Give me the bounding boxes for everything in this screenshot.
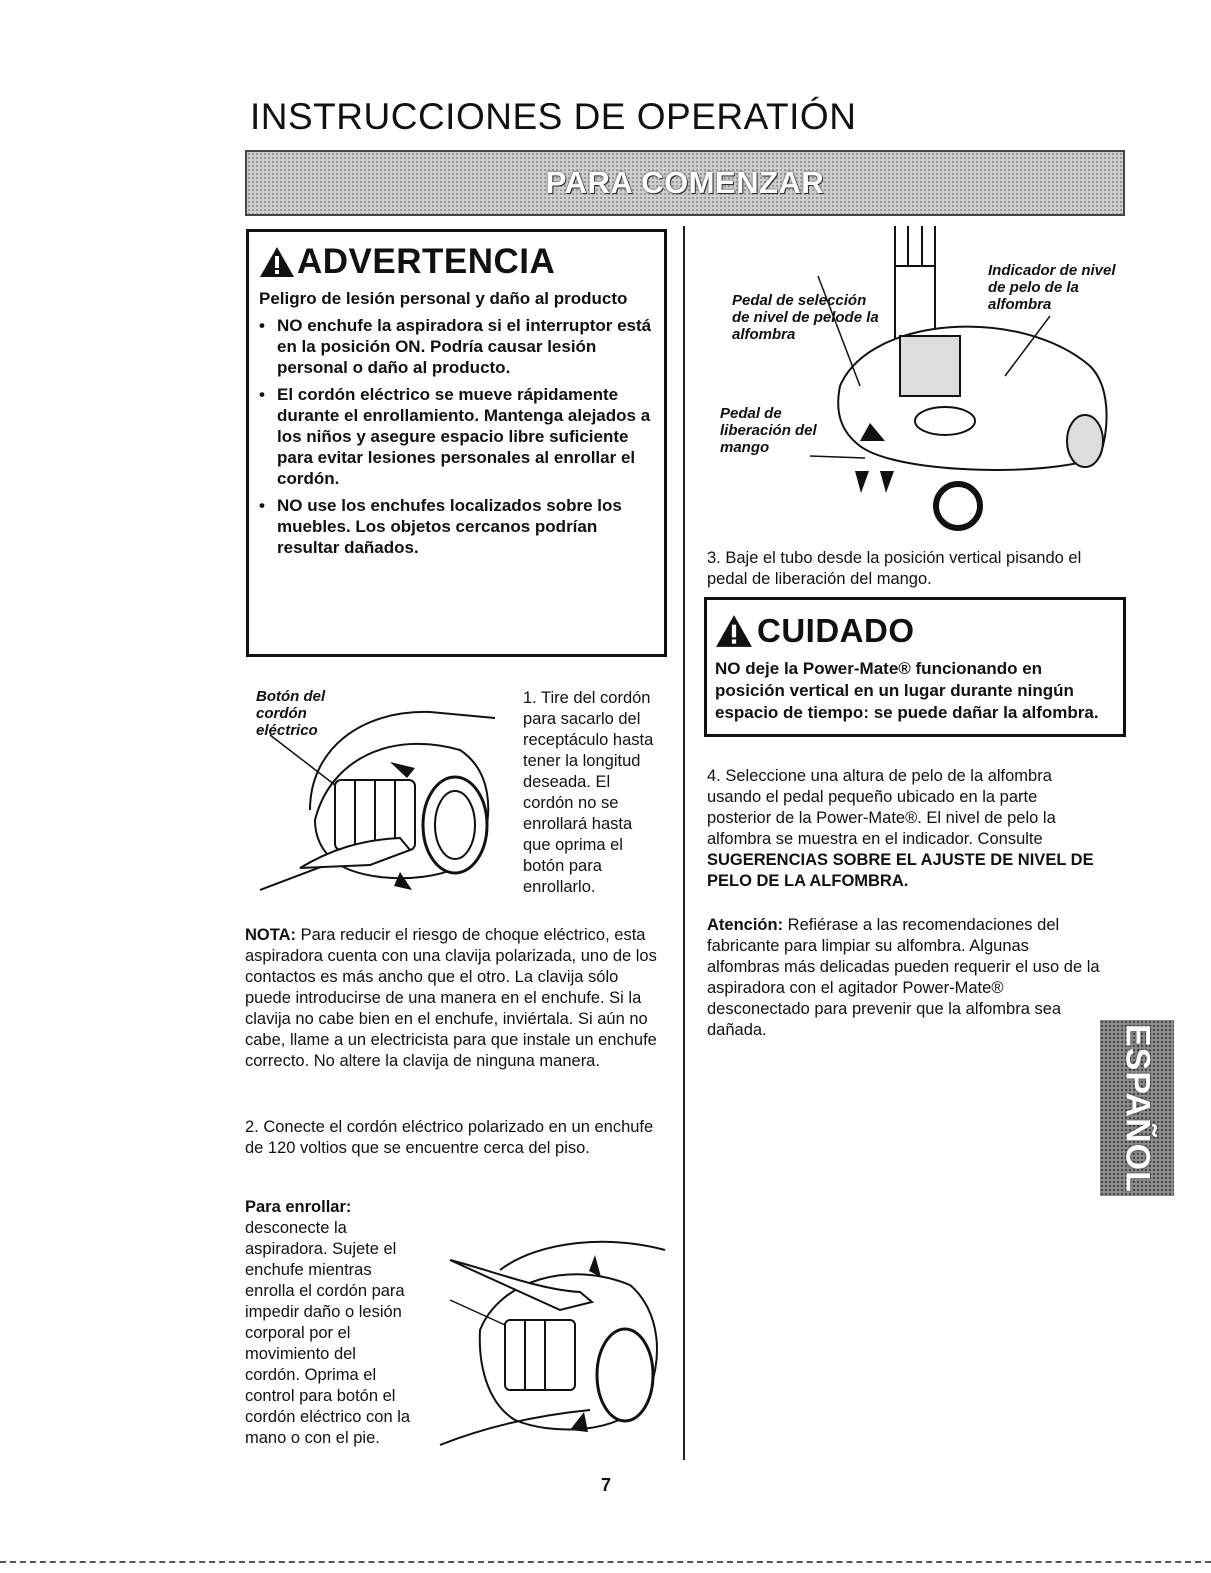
callout-pedal-liberacion: Pedal de liberación del mango xyxy=(720,405,817,456)
callout-indicador-nivel: Indicador de nivel de pelo de la alfombra xyxy=(988,262,1116,313)
caution-triangle-icon xyxy=(715,614,753,648)
vacuum-rewind-illustration xyxy=(420,1230,670,1455)
enrollar-label: Para enrollar: xyxy=(245,1198,352,1216)
nota-paragraph xyxy=(245,925,665,1072)
page-title: INSTRUCCIONES DE OPERATIÓN xyxy=(250,96,857,137)
caution-text: NO deje la Power-Mate® funcionando en posición vertical en un lugar durante ningún espacio de tiempo: se puede dañar la alfombra. xyxy=(715,659,1099,722)
section-banner xyxy=(245,150,1125,216)
column-divider xyxy=(683,226,685,1460)
atencion-paragraph xyxy=(707,915,1102,1041)
nota-label: NOTA: xyxy=(245,926,297,944)
step-4-text: 4. Seleccione una altura de pelo de la alfombra usando el pedal pequeño ubicado en la parte posterior de la Power-Mate®. El nivel de pelo la alfombra se muestra en el indicador. Consulte SUGERENCIAS SOBRE EL AJUSTE DE NIVEL DE PELO DE LA ALFOMBRA. xyxy=(707,767,1094,890)
language-side-tab xyxy=(1100,1020,1174,1196)
step-1-text: 1. Tire del cordón para sacarlo del receptáculo hasta tener la longitud deseada. El cordón no se enrollará hasta que oprima el botón para enrollarlo. xyxy=(523,689,654,896)
enrollar-paragraph xyxy=(245,1197,413,1449)
caution-heading xyxy=(715,612,1113,650)
warning-bullet: • NO enchufe la aspiradora si el interruptor está en la posición ON. Podría causar lesión personal o daño al producto. xyxy=(259,316,652,377)
caution-box xyxy=(704,597,1126,737)
step-4-reference: SUGERENCIAS SOBRE EL AJUSTE DE NIVEL DE PELO DE LA ALFOMBRA. xyxy=(707,851,1094,890)
atencion-text: Refiérase a las recomendaciones del fabricante para limpiar su alfombra. Algunas alfombras más delicadas pueden requerir el uso de la aspiradora con el agitador Power-Mate® desconectado para prevenir que la alfombra sea dañada. xyxy=(707,916,1100,1039)
section-banner-label: PARA COMENZAR xyxy=(545,165,825,200)
page-number: 7 xyxy=(600,1475,611,1495)
vacuum-cord-button-illustration xyxy=(240,690,520,900)
callout-pedal-seleccion: Pedal de selección de nivel de pelode la alfombra xyxy=(732,292,879,343)
step-3-text: 3. Baje el tubo desde la posición vertical pisando el pedal de liberación del mango. xyxy=(707,549,1082,588)
warning-bullet: • NO use los enchufes localizados sobre los muebles. Los objetos cercanos podrían resultar dañados. xyxy=(259,496,622,557)
warning-heading-text: ADVERTENCIA xyxy=(297,242,556,281)
language-side-tab-label: ESPAÑOL xyxy=(1118,1023,1157,1193)
warning-bullet: • El cordón eléctrico se mueve rápidamente durante el enrollamiento. Mantenga alejados a los niños y asegure espacio libre suficiente para evitar lesiones personales al enrollar el cordón. xyxy=(259,385,651,488)
warning-box xyxy=(246,229,667,657)
caution-heading-text: CUIDADO xyxy=(757,612,915,649)
atencion-label: Atención: xyxy=(707,916,784,934)
warning-heading xyxy=(259,242,652,282)
power-mate-illustration xyxy=(800,226,1120,531)
step-2-text: 2. Conecte el cordón eléctrico polarizado en un enchufe de 120 voltios que se encuentre cerca del piso. xyxy=(245,1118,654,1157)
warning-intro: Peligro de lesión personal y daño al producto xyxy=(259,289,628,308)
enrollar-text: desconecte la aspiradora. Sujete el enchufe mientras enrolla el cordón para impedir daño o lesión corporal por el movimiento del cordón. Oprima el control para botón el cordón eléctrico con la mano o con el pie. xyxy=(245,1219,411,1447)
warning-triangle-icon xyxy=(259,246,295,278)
callout-cord-button: Botón del cordón eléctrico xyxy=(256,688,326,739)
page-bottom-border xyxy=(0,1561,1211,1565)
nota-text: Para reducir el riesgo de choque eléctrico, esta aspiradora cuenta con una clavija polarizada, uno de los contactos es más ancho que el otro. La clavija sólo puede introducirse de una manera en el enchufe. Si la clavija no cabe bien en el enchufe, inviértala. Si aún no cabe, llame a un electricista para que instale un enchufe correcto. No altere la clavija de ninguna manera. xyxy=(245,926,657,1070)
